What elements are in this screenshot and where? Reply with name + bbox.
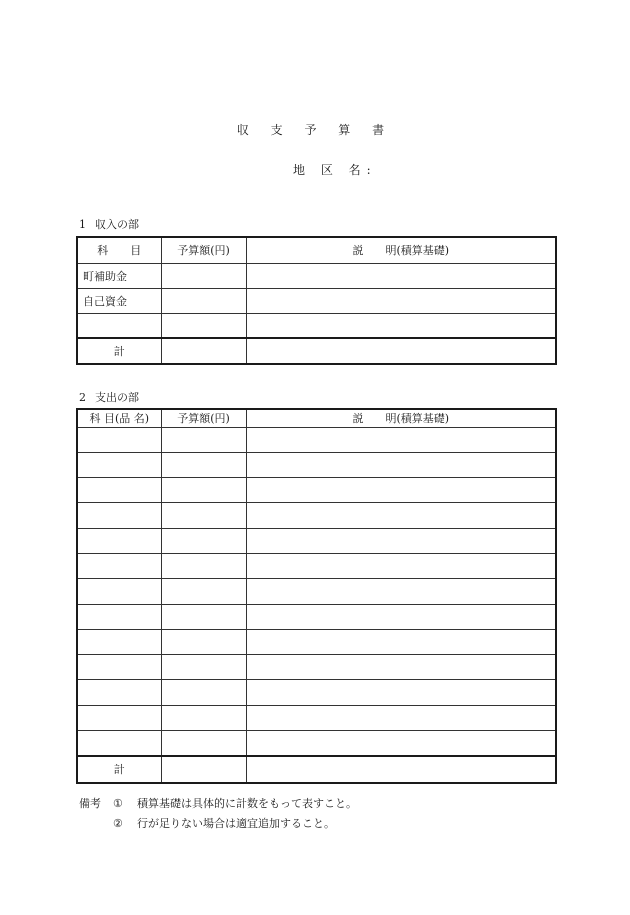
expense-note-cell[interactable] <box>246 705 556 730</box>
income-note-cell[interactable] <box>246 263 556 288</box>
income-amount-cell[interactable] <box>161 288 246 313</box>
expense-amount-cell[interactable] <box>161 731 246 756</box>
expense-header-description: 説 明(積算基礎) <box>246 409 556 427</box>
expense-section-title: 支出の部 <box>95 391 139 404</box>
expense-total-amount-cell[interactable] <box>161 756 246 783</box>
expense-row <box>77 427 556 452</box>
expense-note-cell[interactable] <box>246 553 556 578</box>
expense-row <box>77 452 556 477</box>
expense-item-cell[interactable] <box>77 705 161 730</box>
expense-note-cell[interactable] <box>246 731 556 756</box>
expense-item-cell[interactable] <box>77 731 161 756</box>
expense-amount-cell[interactable] <box>161 452 246 477</box>
expense-item-cell[interactable] <box>77 579 161 604</box>
income-row <box>77 313 556 338</box>
expense-row <box>77 503 556 528</box>
expense-row <box>77 680 556 705</box>
expense-row <box>77 604 556 629</box>
income-total-amount-cell[interactable] <box>161 338 246 364</box>
expense-amount-cell[interactable] <box>161 579 246 604</box>
income-note-cell[interactable] <box>246 313 556 338</box>
expense-amount-cell[interactable] <box>161 553 246 578</box>
expense-section-number: 2 <box>79 391 86 404</box>
income-total-row <box>77 338 556 364</box>
expense-item-cell[interactable] <box>77 427 161 452</box>
expense-amount-cell[interactable] <box>161 629 246 654</box>
expense-amount-cell[interactable] <box>161 528 246 553</box>
expense-amount-cell[interactable] <box>161 478 246 503</box>
expense-note-cell[interactable] <box>246 579 556 604</box>
income-header-description: 説 明(積算基礎) <box>246 237 556 263</box>
expense-section-heading <box>79 389 139 405</box>
expense-row <box>77 705 556 730</box>
income-item-cell[interactable]: 自己資金 <box>77 288 161 313</box>
expense-note-cell[interactable] <box>246 452 556 477</box>
expense-note-cell[interactable] <box>246 427 556 452</box>
expense-note-cell[interactable] <box>246 629 556 654</box>
expense-row <box>77 553 556 578</box>
expense-table <box>76 408 557 784</box>
expense-amount-cell[interactable] <box>161 705 246 730</box>
income-total-label: 計 <box>77 338 161 364</box>
expense-row <box>77 655 556 680</box>
district-name-label: 地 区 名: <box>293 163 377 177</box>
expense-total-row <box>77 756 556 783</box>
expense-total-note-cell[interactable] <box>246 756 556 783</box>
expense-note-cell[interactable] <box>246 528 556 553</box>
expense-total-label: 計 <box>77 756 161 783</box>
income-note-cell[interactable] <box>246 288 556 313</box>
note-line <box>79 814 357 834</box>
expense-note-cell[interactable] <box>246 503 556 528</box>
income-section-title: 収入の部 <box>95 218 139 231</box>
expense-item-cell[interactable] <box>77 503 161 528</box>
expense-item-cell[interactable] <box>77 655 161 680</box>
expense-item-cell[interactable] <box>77 604 161 629</box>
expense-note-cell[interactable] <box>246 680 556 705</box>
expense-note-cell[interactable] <box>246 655 556 680</box>
expense-header-item: 科 目(品 名) <box>77 409 161 427</box>
note-mark: ① <box>113 797 123 810</box>
income-row <box>77 263 556 288</box>
document-title: 収 支 予 算 書 <box>236 123 394 137</box>
expense-amount-cell[interactable] <box>161 503 246 528</box>
income-amount-cell[interactable] <box>161 263 246 288</box>
expense-header-row <box>77 409 556 427</box>
expense-header-amount: 予算額(円) <box>161 409 246 427</box>
income-table <box>76 236 557 365</box>
expense-item-cell[interactable] <box>77 553 161 578</box>
income-item-cell[interactable] <box>77 313 161 338</box>
expense-note-cell[interactable] <box>246 604 556 629</box>
note-text: 行が足りない場合は適宜追加すること。 <box>137 817 335 830</box>
income-row <box>77 288 556 313</box>
expense-amount-cell[interactable] <box>161 604 246 629</box>
expense-row <box>77 528 556 553</box>
expense-row <box>77 629 556 654</box>
expense-item-cell[interactable] <box>77 680 161 705</box>
expense-row <box>77 731 556 756</box>
expense-item-cell[interactable] <box>77 528 161 553</box>
notes-label: 備考 <box>79 797 101 810</box>
income-amount-cell[interactable] <box>161 313 246 338</box>
income-header-amount: 予算額(円) <box>161 237 246 263</box>
income-header-row <box>77 237 556 263</box>
expense-row <box>77 579 556 604</box>
income-item-cell[interactable]: 町補助金 <box>77 263 161 288</box>
note-line <box>79 794 357 814</box>
expense-note-cell[interactable] <box>246 478 556 503</box>
expense-amount-cell[interactable] <box>161 655 246 680</box>
note-mark: ② <box>113 817 123 830</box>
income-section-heading <box>79 216 139 232</box>
expense-row <box>77 478 556 503</box>
income-total-note-cell[interactable] <box>246 338 556 364</box>
expense-item-cell[interactable] <box>77 478 161 503</box>
expense-amount-cell[interactable] <box>161 427 246 452</box>
notes-section <box>79 794 357 834</box>
income-section-number: 1 <box>79 218 86 231</box>
expense-item-cell[interactable] <box>77 629 161 654</box>
income-header-item: 科 目 <box>77 237 161 263</box>
note-text: 積算基礎は具体的に計数をもって表すこと。 <box>137 797 357 810</box>
expense-amount-cell[interactable] <box>161 680 246 705</box>
expense-item-cell[interactable] <box>77 452 161 477</box>
